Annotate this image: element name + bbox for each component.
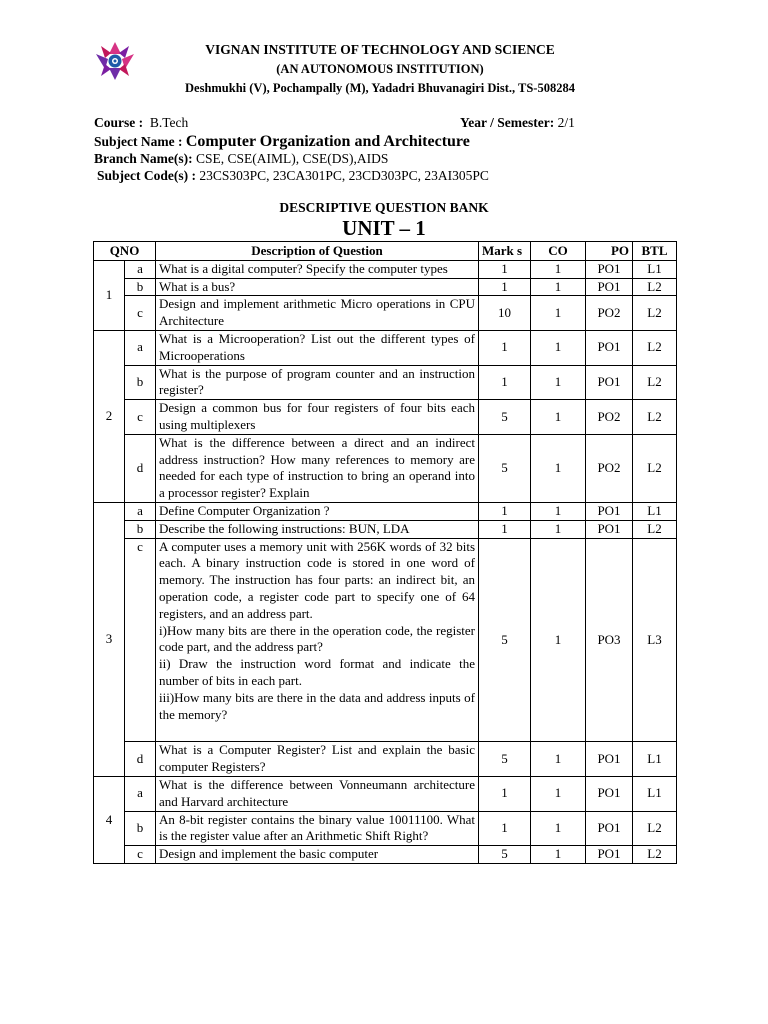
question-text: Design a common bus for four registers of four bits each using multiplexers [156,400,479,435]
marks-cell: 5 [479,434,531,502]
year-value: 2/1 [557,115,575,130]
header-btl: BTL [633,242,677,261]
subject-code-line [97,168,489,184]
btl-cell: L1 [633,742,677,777]
co-cell: 1 [531,434,586,502]
co-cell: 1 [531,520,586,538]
sub-cell: d [125,434,156,502]
question-text: Describe the following instructions: BUN, LDA [156,520,479,538]
co-cell: 1 [531,538,586,742]
question-text: What is a Microoperation? List out the different types of Microoperations [156,330,479,365]
institute-address: Deshmukhi (V), Pochampally (M), Yadadri Bhuvanagiri Dist., TS-508284 [185,81,575,95]
co-cell: 1 [531,260,586,278]
branch-line [94,151,388,167]
question-text: A computer uses a memory unit with 256K words of 32 bits each. A binary instruction code is stored in one word of memory. The instruction has four parts: an indirect bit, an operation code, a register code part to specify one of 64 registers, and an address part. [159,538,475,621]
sub-cell: c [125,296,156,331]
subject-label: Subject Name : [94,134,183,149]
table-row [94,502,677,520]
btl-cell: L2 [633,400,677,435]
table-row [94,520,677,538]
question-text: What is a digital computer? Specify the computer types [156,260,479,278]
btl-cell: L1 [633,502,677,520]
marks-cell: 5 [479,846,531,864]
question-text: Design and implement arithmetic Micro operations in CPU Architecture [156,296,479,331]
question-bank-title: DESCRIPTIVE QUESTION BANK [279,200,489,215]
btl-cell: L2 [633,296,677,331]
table-row [94,278,677,296]
sub-cell: a [125,330,156,365]
marks-cell: 1 [479,520,531,538]
po-cell: PO1 [586,260,633,278]
table-row [94,434,677,502]
question-text: What is a Computer Register? List and explain the basic computer Registers? [156,742,479,777]
course-line [94,115,188,131]
co-cell: 1 [531,330,586,365]
question-table [93,241,677,864]
marks-cell: 1 [479,260,531,278]
co-cell: 1 [531,776,586,811]
sub-cell: b [125,811,156,846]
question-subpart-iii: iii)How many bits are there in the data and address inputs of the memory? [159,689,475,722]
btl-cell: L3 [633,538,677,742]
po-cell: PO1 [586,846,633,864]
table-row [94,330,677,365]
header-description: Description of Question [156,242,479,261]
btl-cell: L2 [633,846,677,864]
btl-cell: L1 [633,260,677,278]
co-cell: 1 [531,742,586,777]
sub-cell: b [125,365,156,400]
co-cell: 1 [531,846,586,864]
header-po: PO [586,242,633,261]
marks-cell: 1 [479,776,531,811]
po-cell: PO1 [586,365,633,400]
question-subpart-ii: ii) Draw the instruction word format and indicate the number of bits in each part. [159,656,475,688]
btl-cell: L2 [633,811,677,846]
question-text: What is a bus? [156,278,479,296]
sub-cell: b [125,520,156,538]
po-cell: PO1 [586,742,633,777]
marks-cell: 10 [479,296,531,331]
btl-cell: L2 [633,330,677,365]
sub-cell: b [125,278,156,296]
po-cell: PO1 [586,520,633,538]
qno-cell: 3 [94,502,125,776]
subject-line [94,133,470,151]
btl-cell: L2 [633,365,677,400]
question-text: Design and implement the basic computer [156,846,479,864]
btl-cell: L1 [633,776,677,811]
po-cell: PO1 [586,502,633,520]
po-cell: PO3 [586,538,633,742]
po-cell: PO1 [586,278,633,296]
sub-cell: a [125,776,156,811]
co-cell: 1 [531,400,586,435]
year-semester-line [460,115,575,131]
institute-subtitle: (AN AUTONOMOUS INSTITUTION) [276,62,484,76]
course-value: B.Tech [149,115,189,130]
marks-cell: 1 [479,365,531,400]
marks-cell: 1 [479,330,531,365]
marks-cell: 1 [479,278,531,296]
table-row [94,296,677,331]
table-row [94,811,677,846]
spacer [159,723,475,741]
marks-cell: 5 [479,538,531,742]
table-row [94,400,677,435]
branch-label: Branch Name(s): [94,151,193,166]
marks-cell: 5 [479,742,531,777]
qno-cell: 2 [94,330,125,502]
co-cell: 1 [531,502,586,520]
question-text: What is the difference between a direct and an indirect address instruction? How many references to memory are needed for each type of instruction to bring an operand into a processor register? Explain [156,434,479,502]
co-cell: 1 [531,278,586,296]
sub-cell: c [125,538,156,742]
co-cell: 1 [531,296,586,331]
unit-title: UNIT – 1 [342,216,426,240]
question-subpart-i: i)How many bits are there in the operation code, the register code part, and the address part? [159,622,475,655]
table-row [94,742,677,777]
table-header-row [94,242,677,261]
sub-cell: a [125,260,156,278]
btl-cell: L2 [633,520,677,538]
sub-cell: d [125,742,156,777]
question-text: What is the difference between Vonneumann architecture and Harvard architecture [156,776,479,811]
btl-cell: L2 [633,434,677,502]
sub-cell: c [125,400,156,435]
po-cell: PO1 [586,811,633,846]
po-cell: PO1 [586,776,633,811]
qno-cell: 4 [94,776,125,863]
table-row [94,538,677,742]
po-cell: PO2 [586,434,633,502]
question-text: An 8-bit register contains the binary value 10011100. What is the register value after an Arithmetic Shift Right? [156,811,479,846]
marks-cell: 1 [479,811,531,846]
code-label: Subject Code(s) : [97,168,196,183]
qno-cell: 1 [94,260,125,330]
btl-cell: L2 [633,278,677,296]
po-cell: PO2 [586,296,633,331]
header-marks: Mark s [479,242,531,261]
co-cell: 1 [531,811,586,846]
institute-name: VIGNAN INSTITUTE OF TECHNOLOGY AND SCIENCE [205,42,555,57]
sub-cell: a [125,502,156,520]
marks-cell: 5 [479,400,531,435]
branch-value: CSE, CSE(AIML), CSE(DS),AIDS [195,151,389,166]
marks-cell: 1 [479,502,531,520]
subject-value: Computer Organization and Architecture [185,133,470,150]
question-text: Define Computer Organization ? [156,502,479,520]
year-label: Year / Semester: [460,115,555,130]
table-row [94,846,677,864]
code-value: 23CS303PC, 23CA301PC, 23CD303PC, 23AI305PC [199,168,489,183]
sub-cell: c [125,846,156,864]
table-row [94,365,677,400]
co-cell: 1 [531,365,586,400]
header-co: CO [531,242,586,261]
course-label: Course : [94,115,144,130]
header-qno: QNO [94,242,156,261]
institute-logo [92,40,138,82]
po-cell: PO1 [586,330,633,365]
table-row [94,260,677,278]
question-text: What is the purpose of program counter and an instruction register? [156,365,479,400]
question-text-block [156,538,479,742]
table-row [94,776,677,811]
po-cell: PO2 [586,400,633,435]
